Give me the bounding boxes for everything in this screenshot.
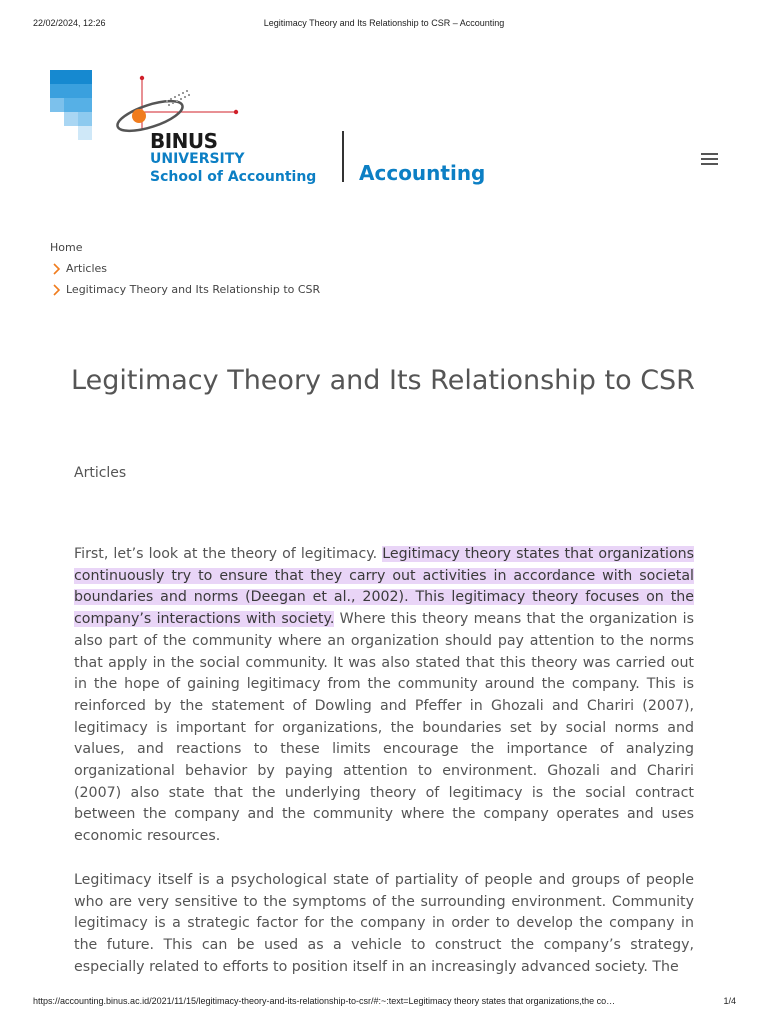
site-logo[interactable]	[50, 70, 490, 190]
breadcrumb-current-label: Legitimacy Theory and Its Relationship to CSR	[66, 283, 321, 296]
logo-name: BINUS	[150, 129, 218, 153]
breadcrumb-home-label[interactable]: Home	[50, 241, 83, 254]
binus-emblem-icon	[110, 70, 240, 134]
logo-department: Accounting	[359, 161, 486, 185]
print-url: https://accounting.binus.ac.id/2021/11/15/legitimacy-theory-and-its-relationship-to-csr/#:~:text=Legitimacy theory states that organizations,the co…	[33, 996, 616, 1006]
paragraph-2: Legitimacy itself is a psychological state of partiality of people and groups of people who are very sensitive to the symptoms of the surrounding environment. Community legitimacy is a strategic factor for the company in order to develop the company in the future. This can be used as a vehicle to construct the company’s strategy, especially related to efforts to position itself in an increasingly advanced society. The	[74, 871, 694, 975]
chevron-right-icon	[50, 262, 64, 276]
paragraph-1-rest: Where this theory means that the organization is also part of the community where an organization should pay attention to the norms that apply in the social community. It was also stated that this theory was carried out in the hope of gaining legitimacy from the community around the company. This is reinforced by the statement of Dowling and Pfeffer in Ghozali and Chariri (2007), legitimacy is important for organizations, the boundaries set by social norms and values, and reactions to these limits encourage the importance of analyzing organizational behavior by paying attention to environment. Ghozali and Chariri (2007) also state that the underlying theory of legitimacy is the social contract between the company and the community where the company operates and uses economic resources.	[74, 611, 694, 845]
print-datetime: 22/02/2024, 12:26	[33, 18, 106, 28]
logo-school: School of Accounting	[150, 169, 317, 185]
paragraph-1-intro: First, let’s look at the theory of legitimacy.	[74, 546, 383, 562]
breadcrumb-home[interactable]	[50, 240, 82, 256]
article-body	[74, 544, 694, 1000]
chevron-right-icon	[50, 283, 64, 297]
hamburger-menu-icon[interactable]	[699, 150, 721, 168]
print-page-number: 1/4	[723, 996, 736, 1006]
logo-squares-icon	[50, 70, 94, 140]
highlighted-text: Legitimacy theory states that organizations continuously try to ensure that they carry out activities in accordance with societal boundaries and norms (Deegan et al., 2002). This legitimacy theory focuses on the company’s interactions with society.	[74, 546, 695, 628]
logo-divider	[342, 131, 344, 182]
print-footer	[0, 996, 768, 1010]
print-header	[0, 18, 768, 32]
logo-university: UNIVERSITY	[150, 151, 245, 167]
article-category[interactable]: Articles	[74, 465, 127, 481]
breadcrumb-articles-label[interactable]: Articles	[66, 262, 108, 275]
print-doc-title: Legitimacy Theory and Its Relationship to CSR – Accounting	[263, 18, 505, 28]
page-title: Legitimacy Theory and Its Relationship to CSR	[71, 365, 695, 396]
paragraph-1	[74, 544, 694, 848]
